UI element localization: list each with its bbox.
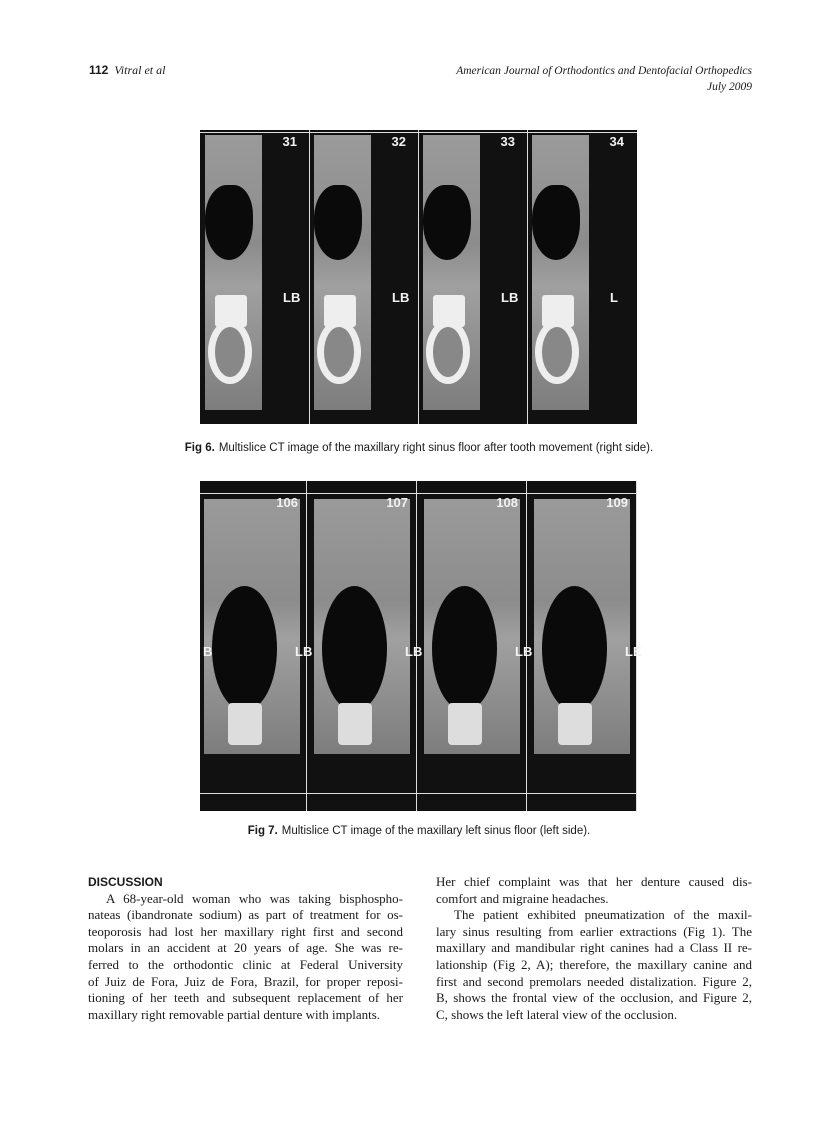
sinus-cavity [542, 586, 607, 711]
side-label: LB [405, 644, 423, 659]
alveolar-bone [338, 703, 372, 745]
side-label: LB [515, 644, 533, 659]
left-column [88, 874, 403, 1023]
ct-slice-panel [309, 130, 418, 424]
ct-slice-panel [200, 481, 313, 811]
alveolar-bone [558, 703, 592, 745]
text-line: maxillary right removable partial denture with implants. [88, 1006, 381, 1022]
side-label: LB [295, 644, 313, 659]
side-label: LB [392, 290, 410, 305]
sinus-cavity [532, 185, 580, 260]
tooth-structure [433, 295, 465, 327]
bone-structure [426, 320, 470, 384]
panel-divider [527, 130, 528, 424]
text-line: A 68-year-old woman who was taking bisphospho- [106, 890, 403, 906]
text-line: lary sinus resulting from earlier extractions (Fig 1). The [436, 923, 752, 939]
frame-line [200, 132, 637, 133]
slice-number: 33 [500, 134, 515, 149]
text-line: tioning of her teeth and subsequent replacement of her [88, 990, 403, 1006]
figure-7-label: Fig 7. [247, 825, 278, 837]
slice-number: 107 [386, 495, 408, 510]
figure-7-caption [0, 825, 838, 837]
sinus-cavity [205, 185, 253, 260]
issue-date: July 2009 [706, 81, 752, 93]
running-header-right [456, 63, 752, 95]
journal-name: American Journal of Orthodontics and Dentofacial Orthopedics [456, 65, 752, 77]
text-line: The patient exhibited pneumatization of the maxil- [454, 907, 752, 923]
ct-slice-panel [418, 130, 527, 424]
ct-slice-panel [420, 481, 533, 811]
figure-6-caption [0, 442, 838, 454]
text-line: maxillary and mandibular right canines had a Class II re- [436, 940, 752, 956]
alveolar-bone [228, 703, 262, 745]
slice-number: 108 [496, 495, 518, 510]
slice-number: 109 [606, 495, 628, 510]
side-label: LE [625, 644, 642, 659]
text-line: Her chief complaint was that her denture caused dis- [436, 874, 752, 889]
ct-slice-panel [530, 481, 640, 811]
tooth-structure [324, 295, 356, 327]
panel-divider [418, 130, 419, 424]
text-line: ferred to the orthodontic clinic at Federal University [88, 956, 403, 972]
tooth-structure [542, 295, 574, 327]
figure-7-caption-text: Multislice CT image of the maxillary left sinus floor (left side). [281, 825, 591, 837]
figure-6-ct-image [200, 130, 637, 424]
text-line: C, shows the left lateral view of the occlusion. [436, 1006, 678, 1022]
text-line: first and second premolars needed distalization. Figure 2, [436, 973, 752, 989]
ct-slice-panel [310, 481, 423, 811]
page-number: 112 [89, 63, 109, 77]
running-header-left [89, 63, 165, 78]
figure-6-caption-text: Multislice CT image of the maxillary right sinus floor after tooth movement (right side). [218, 442, 654, 454]
sinus-cavity [212, 586, 277, 711]
text-line: lationship (Fig 2, A); therefore, the maxillary canine and [436, 956, 752, 972]
right-column [436, 874, 752, 1023]
bone-structure [535, 320, 579, 384]
slice-number: 32 [391, 134, 406, 149]
slice-number: 34 [609, 134, 624, 149]
sinus-cavity [322, 586, 387, 711]
tooth-structure [215, 295, 247, 327]
text-line: nateas (ibandronate sodium) as part of treatment for os- [88, 907, 403, 923]
figure-7-ct-image [200, 481, 642, 811]
slice-number: 31 [282, 134, 297, 149]
sinus-cavity [432, 586, 497, 711]
side-label: B [203, 644, 213, 659]
side-label: LB [283, 290, 301, 305]
text-line: molars in an accident at 20 years of age. She was re- [88, 940, 403, 956]
bone-structure [208, 320, 252, 384]
bone-structure [317, 320, 361, 384]
ct-slice-panel [200, 130, 309, 424]
text-line: teoporosis had lost her maxillary right first and second [88, 923, 403, 939]
panel-divider [309, 130, 310, 424]
figure-6-label: Fig 6. [184, 442, 215, 454]
sinus-cavity [423, 185, 471, 260]
alveolar-bone [448, 703, 482, 745]
section-heading: DISCUSSION [88, 875, 163, 889]
sinus-cavity [314, 185, 362, 260]
slice-number: 106 [276, 495, 298, 510]
authors: Vitral et al [114, 63, 166, 77]
text-line: B, shows the frontal view of the occlusion, and Figure 2, [436, 990, 752, 1006]
side-label: L [610, 290, 618, 305]
side-label: LB [501, 290, 519, 305]
ct-slice-panel [527, 130, 636, 424]
text-line: comfort and migraine headaches. [436, 890, 609, 906]
text-line: of Juiz de Fora, Juiz de Fora, Brazil, for proper reposi- [88, 973, 403, 989]
